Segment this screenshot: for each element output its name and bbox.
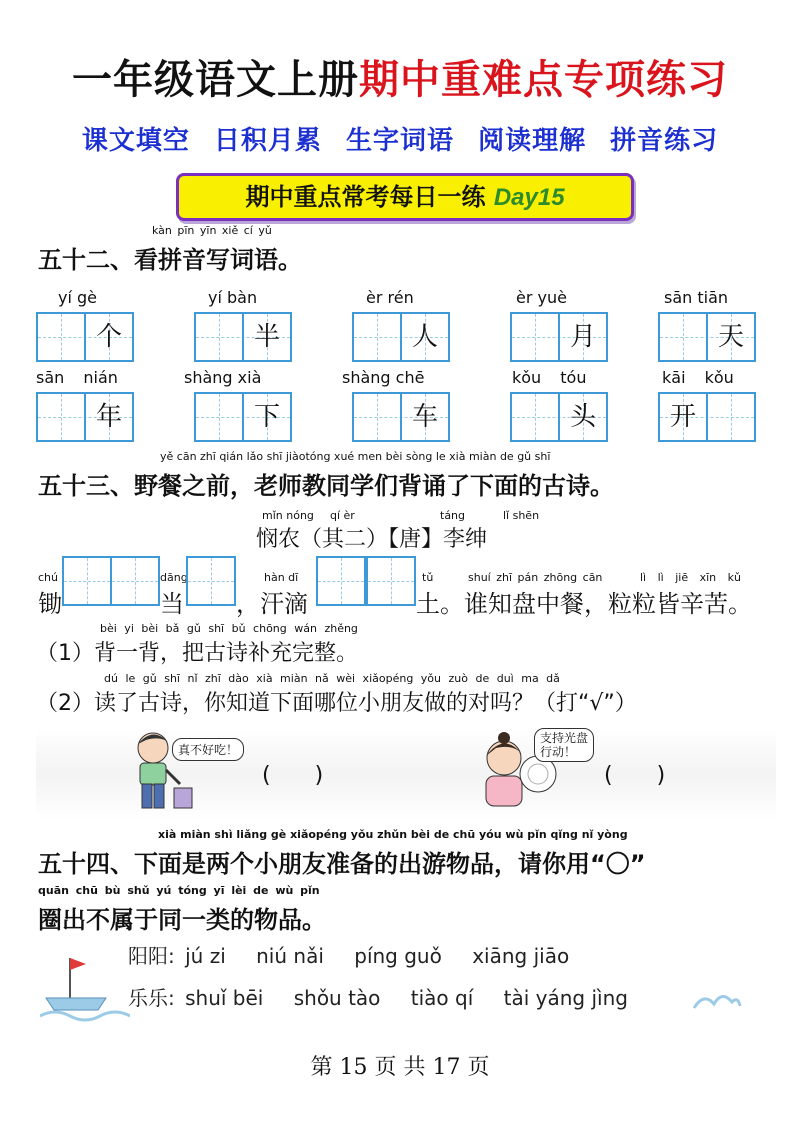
- grid-char: 年: [95, 402, 122, 432]
- grid-char: 开: [669, 402, 696, 432]
- sub2-pinyin: dú le gǔ shī nǐ zhī dào xià miàn nǎ wèi xiǎopéng yǒu zuò de duì ma dǎ: [104, 672, 560, 685]
- title-red: 期中重难点专项练习: [359, 57, 728, 103]
- writing-grid[interactable]: [36, 392, 134, 442]
- grid-char: 车: [411, 402, 438, 432]
- writing-grid[interactable]: [658, 312, 756, 362]
- daily-banner: [176, 173, 634, 221]
- subtitle-item: 阅读理解: [478, 126, 587, 156]
- boat-illustration: [40, 950, 130, 1030]
- q54-title-pinyin: xià miàn shì liǎng gè xiǎopéng yǒu zhǔn bèi de chū yóu wù pǐn qǐng nǐ yòng: [158, 828, 628, 841]
- q52-pinyin: èr yuè: [516, 288, 567, 307]
- q52-pinyin: kǒu tóu: [512, 368, 587, 387]
- grid-char: 半: [253, 322, 280, 352]
- poem-text: 当: [160, 590, 184, 618]
- q52-pinyin: shàng xià: [184, 368, 262, 387]
- q52-title-pinyin: kàn pīn yīn xiě cí yǔ: [152, 224, 272, 237]
- q54-title-pinyin-2: quān chū bù shǔ yú tóng yī lèi de wù pǐn: [38, 884, 320, 897]
- banner-day: Day15: [493, 184, 565, 211]
- poem-text: ，汗滴: [236, 590, 308, 618]
- writing-grid[interactable]: [352, 392, 450, 442]
- wave-icon: [692, 986, 742, 1016]
- lele-label: 乐乐:: [128, 986, 175, 1010]
- answer-paren-right[interactable]: ( ): [604, 763, 666, 788]
- sub1-pinyin: bèi yi bèi bǎ gǔ shī bǔ chōng wán zhěng: [100, 622, 358, 635]
- lele-row: [128, 982, 628, 1011]
- grid-char: 个: [95, 322, 122, 352]
- speech-bubble-right: 支持光盘行动！: [534, 728, 594, 762]
- grid-char: 人: [411, 322, 438, 352]
- answer-box[interactable]: [186, 556, 236, 606]
- item[interactable]: niú nǎi: [256, 944, 324, 968]
- poem-title: 悯农（其二）【唐】李绅: [256, 527, 488, 552]
- writing-grid[interactable]: [194, 392, 292, 442]
- item[interactable]: xiāng jiāo: [472, 944, 570, 968]
- sub1-question: （1）背一背，把古诗补充完整。: [36, 641, 358, 666]
- poem-text: 锄: [38, 590, 62, 618]
- q54-title-1: 五十四、下面是两个小朋友准备的出游物品，请你用“〇”: [38, 850, 646, 878]
- writing-grid[interactable]: [352, 312, 450, 362]
- writing-grid[interactable]: [510, 392, 608, 442]
- q52-pinyin: yí bàn: [208, 288, 258, 307]
- item[interactable]: píng guǒ: [354, 944, 442, 968]
- item[interactable]: tiào qí: [410, 986, 474, 1010]
- grid-char: 头: [569, 402, 596, 432]
- q52-pinyin: kāi kǒu: [662, 368, 734, 387]
- poem-pinyin: chú: [38, 571, 58, 584]
- poem-pinyin: shuí zhī pán zhōng cān: [468, 571, 603, 584]
- sub2-question: （2）读了古诗，你知道下面哪位小朋友做的对吗？（打“√”）: [36, 691, 637, 716]
- poem-title-pinyin: mǐn nóng: [262, 509, 314, 522]
- grid-char: 下: [253, 402, 280, 432]
- q52-title: 五十二、看拼音写词语。: [38, 246, 302, 274]
- subtitle: [0, 120, 800, 157]
- q53-title: 五十三、野餐之前，老师教同学们背诵了下面的古诗。: [38, 472, 614, 500]
- answer-paren-left[interactable]: ( ): [262, 763, 324, 788]
- writing-grid[interactable]: [658, 392, 756, 442]
- q52-pinyin: èr rén: [366, 288, 414, 307]
- answer-box[interactable]: [62, 556, 112, 606]
- speech-bubble-left: 真不好吃！: [172, 738, 244, 761]
- poem-pinyin: hàn dī: [264, 571, 299, 584]
- writing-grid[interactable]: [36, 312, 134, 362]
- banner-text: 期中重点常考每日一练: [245, 183, 486, 211]
- q52-pinyin: shàng chē: [342, 368, 425, 387]
- q52-pinyin: sān nián: [36, 368, 118, 387]
- poem-title-pinyin: qí èr: [330, 509, 355, 522]
- yangyang-row: [128, 940, 569, 969]
- subtitle-item: 生字词语: [345, 126, 454, 156]
- poem-title-pinyin: táng: [440, 509, 466, 522]
- q52-pinyin: sān tiān: [664, 288, 729, 307]
- item[interactable]: jú zi: [185, 944, 226, 968]
- poem-text: 土。谁知盘中餐，粒粒皆辛苦。: [416, 590, 752, 618]
- yangyang-label: 阳阳:: [128, 944, 175, 968]
- subtitle-item: 课文填空: [81, 126, 190, 156]
- grid-char: 月: [569, 322, 596, 352]
- writing-grid[interactable]: [194, 312, 292, 362]
- page-footer: 第 15 页 共 17 页: [310, 1055, 490, 1080]
- subtitle-item: 拼音练习: [610, 126, 719, 156]
- poem-pinyin: dāng: [160, 571, 188, 584]
- subtitle-item: 日积月累: [213, 126, 322, 156]
- poem-pinyin: tǔ: [422, 571, 434, 584]
- answer-box[interactable]: [316, 556, 366, 606]
- page-title: [0, 48, 800, 105]
- poem-title-pinyin: lǐ shēn: [503, 509, 540, 522]
- answer-box[interactable]: [366, 556, 416, 606]
- q52-pinyin: yí gè: [58, 288, 97, 307]
- q54-title-2: 圈出不属于同一类的物品。: [38, 906, 326, 934]
- item[interactable]: shǒu tào: [293, 986, 381, 1010]
- item[interactable]: shuǐ bēi: [185, 986, 264, 1010]
- poem-pinyin: lì lì jiē xīn kǔ: [640, 571, 741, 584]
- writing-grid[interactable]: [510, 312, 608, 362]
- q53-title-pinyin: yě cān zhī qián lǎo shī jiàotóng xué men bèi sòng le xià miàn de gǔ shī: [160, 450, 551, 463]
- answer-box[interactable]: [110, 556, 160, 606]
- item[interactable]: tài yáng jìng: [503, 986, 628, 1010]
- title-black: 一年级语文上册: [72, 57, 359, 103]
- grid-char: 天: [717, 322, 744, 352]
